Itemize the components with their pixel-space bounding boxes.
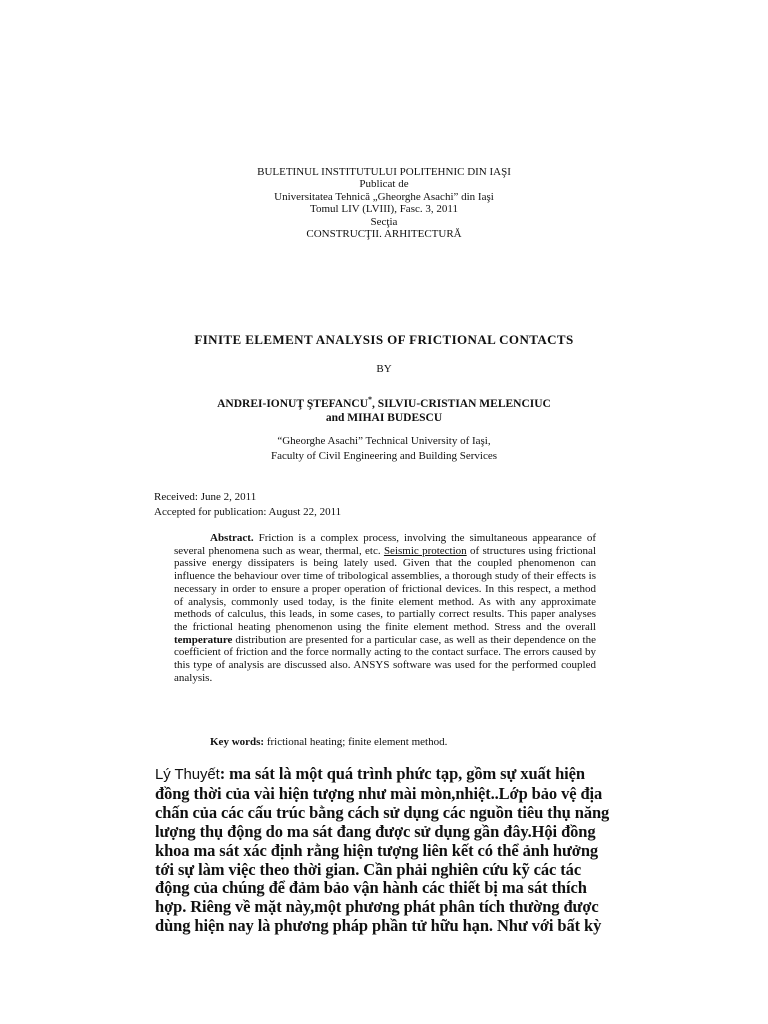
abstract-text-2: of structures using frictional passive energy dissipaters is being lately used. Given that the coupled phenomenon can influence the behaviour over time of tribological assemblies, a thorough study of their effects is necessary in order to ensure a proper operation of frictional devices. In this respect, a method of analysis, commonly used today, is the finite element method. As with any approximate methods of calculus, this leads, in some cases, to partially correct results. This paper analyses the frictional heating phenomenon using the finite element method. Stress and the overall — [174, 544, 596, 633]
accepted-date: Accepted for publication: August 22, 2011 — [154, 505, 342, 518]
journal-name: BULETINUL INSTITUTULUI POLITEHNIC DIN IAŞI — [257, 166, 511, 178]
affiliation-line-2: Faculty of Civil Engineering and Building Services — [270, 449, 498, 462]
by-line: BY — [376, 363, 392, 375]
vietnamese-body: : ma sát là một quá trình phức tạp, gồm sự xuất hiện đồng thời của vài hiện tượng như mài mòn,nhiệt..Lớp bảo vệ địa chấn của các cấu trúc bằng cách sử dụng các nguồn tiêu thụ năng lượng thụ động do ma sát đang được sử dụng gần đây.Hội đồng khoa ma sát xác định rằng hiện tượng liên kết có thể ảnh hưởng tới sự làm việc theo thời gian. Cần phải nghiên cứu kỹ các tác động của chúng để đảm bảo vận hành các thiết bị ma sát thích hợp. Riêng về mặt này,một phương phát phân tích thường được dùng hiện nay là phương pháp phần tử hữu hạn. Như với bất kỳ — [155, 764, 610, 936]
author-2: , SILVIU-CRISTIAN MELENCIUC — [372, 397, 551, 410]
abstract-text-1: Friction is a complex process, involving the simultaneous appearance of several phenomena such as wear, thermal, etc. — [174, 532, 596, 557]
published-by: Publicat de — [359, 178, 409, 191]
abstract-underlined-term: Seismic protection — [383, 544, 467, 557]
affiliation — [0, 434, 768, 463]
section-label: Secţia — [370, 215, 398, 228]
abstract-text-3: distribution are presented for a particular case, as well as their dependence on the coefficient of friction and the force normally acting to the contact surface. The errors caused by this type of analysis are discussed also. ANSYS software was used for the performed coupled analysis. — [174, 633, 596, 684]
keywords-label: Key words: — [210, 736, 265, 748]
abstract-paragraph — [174, 532, 596, 684]
author-1: ANDREI-IONUŢ ŞTEFANCU — [217, 397, 369, 410]
keywords-line — [210, 736, 447, 748]
abstract-bold-term: temperature — [174, 633, 233, 646]
vietnamese-translation — [155, 765, 613, 936]
volume-info: Tomul LIV (LVIII), Fasc. 3, 2011 — [310, 203, 458, 216]
author-line-1 — [0, 393, 768, 411]
vietnamese-lead: Lý Thuyết — [155, 766, 220, 783]
abstract-label: Abstract. — [210, 532, 254, 544]
received-date: Received: June 2, 2011 — [154, 491, 257, 503]
author-1-mark: * — [368, 395, 373, 404]
author-list — [0, 393, 768, 425]
section-name: CONSTRUCŢII. ARHITECTURĂ — [306, 228, 462, 241]
university-name: Universitatea Tehnică „Gheorghe Asachi” din Iaşi — [274, 190, 494, 203]
article-title: FINITE ELEMENT ANALYSIS OF FRICTIONAL CONTACTS — [194, 332, 574, 347]
keywords-text: frictional heating; finite element method. — [264, 736, 448, 748]
journal-masthead — [0, 166, 768, 240]
affiliation-line-1: “Gheorghe Asachi” Technical University of Iaşi, — [277, 435, 491, 447]
article-dates — [154, 490, 341, 519]
author-3: and MIHAI BUDESCU — [325, 411, 443, 424]
